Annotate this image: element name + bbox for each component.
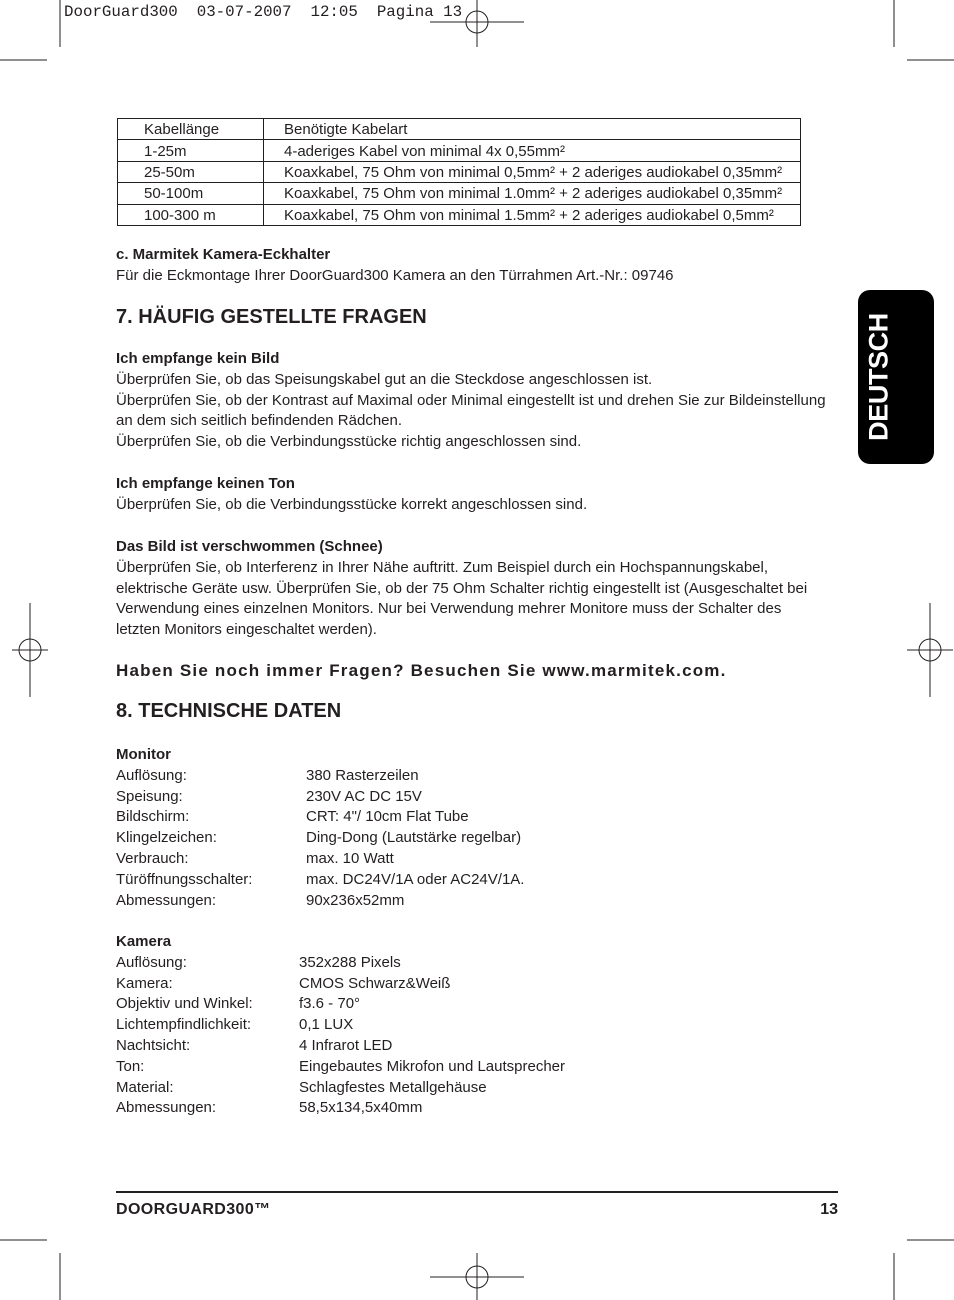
cable-length-table <box>117 118 801 226</box>
cell-cable-length: 1-25m <box>118 140 264 161</box>
spec-value: CMOS Schwarz&Weiß <box>299 974 451 992</box>
column-header-cable-length: Kabellänge <box>118 119 264 140</box>
faq-answer-line: Überprüfen Sie, ob die Verbindungsstücke korrekt angeschlossen sind. <box>116 495 588 513</box>
faq-answer-line: Überprüfen Sie, ob das Speisungskabel gut an die Steckdose angeschlossen ist. <box>116 370 653 388</box>
spec-label: Auflösung: <box>116 766 187 784</box>
faq-answer-line: letzten Monitors eingeschaltet werden). <box>116 621 377 639</box>
table-row <box>118 204 801 225</box>
footer-divider <box>116 1191 838 1193</box>
corner-mount-title: c. Marmitek Kamera-Eckhalter <box>116 246 331 263</box>
faq-answer-line: Überprüfen Sie, ob Interferenz in Ihrer Nähe auftritt. Zum Beispiel durch ein Hochspannungskabel, <box>116 558 769 576</box>
spec-label: Klingelzeichen: <box>116 829 217 847</box>
spec-value: max. DC24V/1A oder AC24V/1A. <box>306 870 525 888</box>
spec-label: Bildschirm: <box>116 808 190 826</box>
cell-cable-length: 50-100m <box>118 183 264 204</box>
spec-value: 380 Rasterzeilen <box>306 766 419 784</box>
crop-mark-bottom-right <box>894 1240 954 1300</box>
cell-cable-type: Koaxkabel, 75 Ohm von minimal 1.5mm² + 2 aderiges audiokabel 0,5mm² <box>264 204 801 225</box>
specs-monitor <box>116 745 524 911</box>
spec-label: Türöffnungsschalter: <box>116 870 253 888</box>
faq-answer-line: an dem sich seitlich befindenden Rädchen. <box>116 412 403 430</box>
spec-value: Eingebautes Mikrofon und Lautsprecher <box>299 1057 566 1075</box>
faq-question: Ich empfange keinen Ton <box>116 475 295 492</box>
language-side-tab-label: DEUTSCH <box>863 313 894 441</box>
table-row <box>118 161 801 182</box>
spec-value: 4 Infrarot LED <box>299 1036 393 1054</box>
cell-cable-type: Koaxkabel, 75 Ohm von minimal 1.0mm² + 2 aderiges audiokabel 0,35mm² <box>264 183 801 204</box>
spec-value: f3.6 - 70° <box>299 995 361 1013</box>
crop-mark-top-left <box>0 0 60 60</box>
spec-label: Speisung: <box>116 787 183 805</box>
spec-row <box>116 974 565 995</box>
cell-cable-type: 4-aderiges Kabel von minimal 4x 0,55mm² <box>264 140 801 161</box>
spec-row <box>116 766 524 787</box>
specs-heading: 8. TECHNISCHE DATEN <box>116 700 342 722</box>
table-row <box>118 140 801 161</box>
spec-value: Ding-Dong (Lautstärke regelbar) <box>306 829 522 847</box>
page-number: 13 <box>820 1201 838 1218</box>
faq-answer-line: elektrische Geräte usw. Überprüfen Sie, ob der 75 Ohm Schalter richtig eingestellt ist (Ausgeschaltet bei <box>116 579 808 597</box>
spec-row <box>116 1098 565 1119</box>
faq-question: Das Bild ist verschwommen (Schnee) <box>116 538 383 555</box>
specs-group-title: Monitor <box>116 746 171 763</box>
spec-value: 0,1 LUX <box>299 1016 354 1034</box>
specs-group-title: Kamera <box>116 933 172 950</box>
spec-value: max. 10 Watt <box>306 849 394 867</box>
spec-row <box>116 807 524 828</box>
print-slug-header: DoorGuard300 03-07-2007 12:05 Pagina 13 <box>64 3 463 21</box>
corner-mount-text: Für die Eckmontage Ihrer DoorGuard300 Kamera an den Türrahmen Art.-Nr.: 09746 <box>116 266 674 284</box>
spec-row <box>116 828 524 849</box>
spec-row <box>116 849 524 870</box>
table-header-row <box>118 119 801 140</box>
spec-value: 90x236x52mm <box>306 891 405 909</box>
faq-item-no-sound <box>116 474 587 516</box>
spec-label: Abmessungen: <box>116 891 217 909</box>
registration-circle <box>919 639 941 661</box>
spec-label: Material: <box>116 1078 174 1096</box>
spec-value: 352x288 Pixels <box>299 953 401 971</box>
column-header-cable-type: Benötigte Kabelart <box>264 119 801 140</box>
registration-mark-bottom <box>430 1253 524 1300</box>
spec-label: Nachtsicht: <box>116 1036 191 1054</box>
table-row <box>118 183 801 204</box>
crop-mark-bottom-left <box>0 1240 60 1300</box>
registration-mark-right <box>907 603 953 697</box>
spec-label: Lichtempfindlichkeit: <box>116 1016 252 1034</box>
crop-mark-top-right <box>894 0 954 60</box>
spec-row <box>116 1036 565 1057</box>
spec-label: Kamera: <box>116 974 173 992</box>
spec-value: 230V AC DC 15V <box>306 787 422 805</box>
spec-label: Objektiv und Winkel: <box>116 995 253 1013</box>
faq-closing-note: Haben Sie noch immer Fragen? Besuchen Sie www.marmitek.com. <box>116 661 727 680</box>
spec-row <box>116 891 524 912</box>
spec-label: Auflösung: <box>116 953 187 971</box>
faq-question: Ich empfange kein Bild <box>116 350 280 367</box>
cell-cable-type: Koaxkabel, 75 Ohm von minimal 0,5mm² + 2 aderiges audiokabel 0,35mm² <box>264 161 801 182</box>
faq-answer-line: Verwendung eines einzelnen Monitors. Nur bei Verwendung mehrer Monitore muss der Schalter des <box>116 600 782 618</box>
registration-circle <box>466 11 488 33</box>
faq-answer-line: Überprüfen Sie, ob der Kontrast auf Maximal oder Minimal eingestellt ist und drehen Sie zur Bildeinstellung <box>116 391 826 409</box>
cell-cable-length: 100-300 m <box>118 204 264 225</box>
faq-answer-line: Überprüfen Sie, ob die Verbindungsstücke richtig angeschlossen sind. <box>116 433 582 451</box>
spec-value: 58,5x134,5x40mm <box>299 1099 423 1117</box>
registration-circle <box>19 639 41 661</box>
specs-camera <box>116 932 565 1119</box>
spec-row <box>116 1057 565 1078</box>
spec-row <box>116 870 524 891</box>
faq-item-blurry-picture <box>116 537 807 641</box>
corner-mount-section <box>116 245 674 287</box>
faq-heading: 7. HÄUFIG GESTELLTE FRAGEN <box>116 306 427 328</box>
registration-circle <box>466 1266 488 1288</box>
spec-value: Schlagfestes Metallgehäuse <box>299 1078 487 1096</box>
faq-item-no-picture <box>116 349 826 453</box>
spec-label: Abmessungen: <box>116 1099 217 1117</box>
cell-cable-length: 25-50m <box>118 161 264 182</box>
spec-label: Verbrauch: <box>116 849 189 867</box>
registration-mark-left <box>12 603 48 697</box>
spec-row <box>116 1015 565 1036</box>
spec-value: CRT: 4"/ 10cm Flat Tube <box>306 808 469 826</box>
spec-label: Ton: <box>116 1057 145 1075</box>
spec-row <box>116 1078 565 1099</box>
spec-row <box>116 994 565 1015</box>
spec-row <box>116 787 524 808</box>
footer-product-name: DOORGUARD300™ <box>116 1201 271 1218</box>
language-side-tab <box>858 290 934 464</box>
spec-row <box>116 953 565 974</box>
